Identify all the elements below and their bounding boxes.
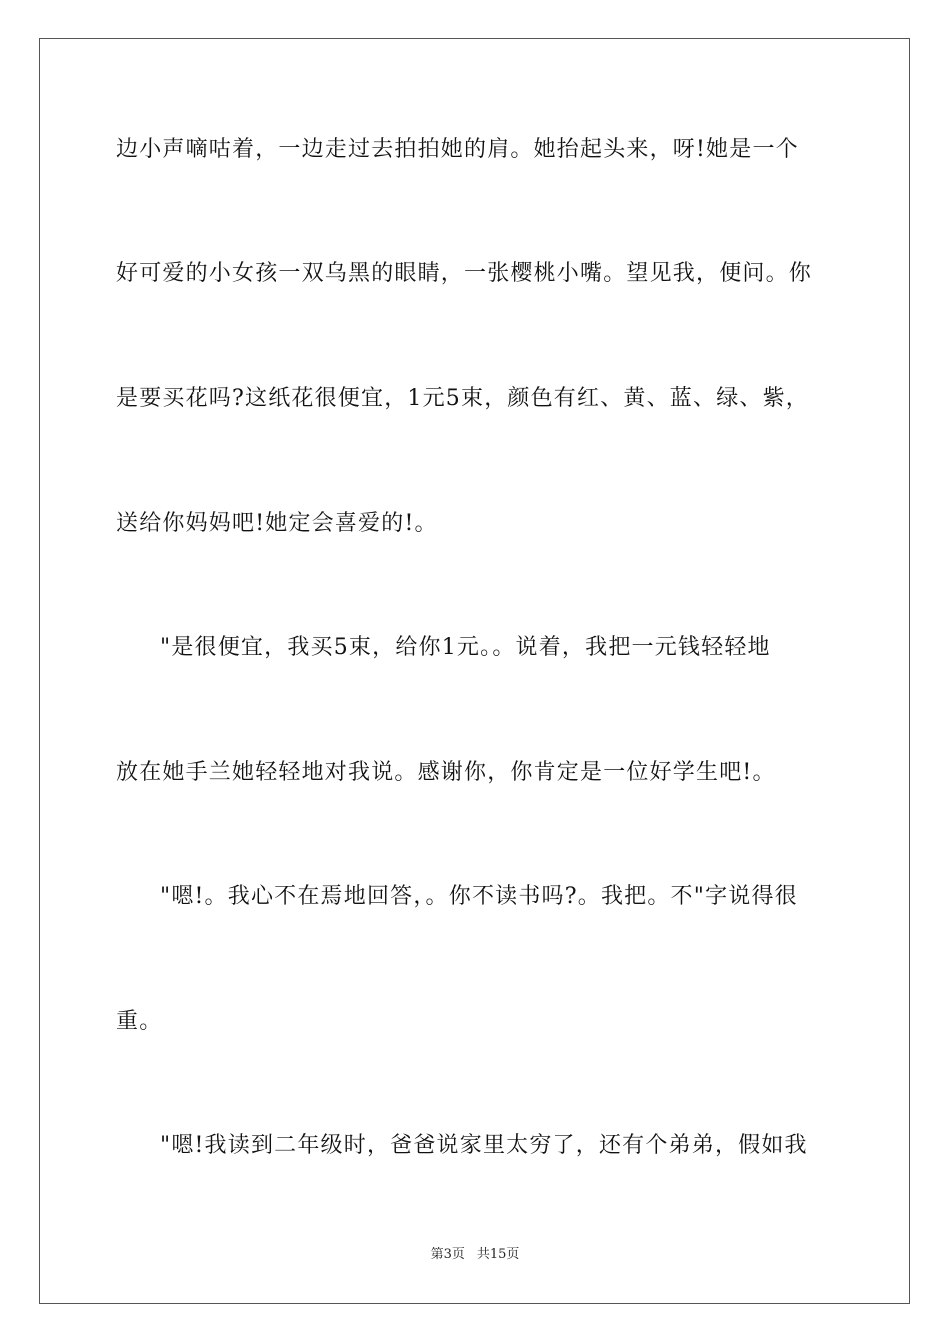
text-line: 重。 xyxy=(116,1009,163,1034)
text-line: "是很便宜，我买5束，给你1元。。说着，我把一元钱轻轻地 xyxy=(160,635,771,660)
text-line: "嗯!我读到二年级时，爸爸说家里太穷了，还有个弟弟，假如我 xyxy=(160,1133,808,1158)
text-line: 送给你妈妈吧!她定会喜爱的!。 xyxy=(116,511,438,536)
page-frame xyxy=(39,38,910,1304)
page-number: 第3页 xyxy=(430,1247,465,1262)
text-line: 好可爱的小女孩一双乌黑的眼睛，一张樱桃小嘴。望见我，便问。你 xyxy=(116,261,813,286)
text-line: 是要买花吗?这纸花很便宜，1元5束，颜色有红、黄、蓝、绿、紫， xyxy=(116,386,809,411)
text-line: "嗯!。我心不在焉地回答，。你不读书吗?。我把。不"字说得很 xyxy=(160,884,798,909)
text-line: 边小声嘀咕着，一边走过去拍拍她的肩。她抬起头来，呀!她是一个 xyxy=(116,137,799,162)
page-total: 共15页 xyxy=(476,1247,520,1262)
page-footer xyxy=(0,1246,950,1264)
text-line: 放在她手兰她轻轻地对我说。感谢你，你肯定是一位好学生吧!。 xyxy=(116,760,776,785)
